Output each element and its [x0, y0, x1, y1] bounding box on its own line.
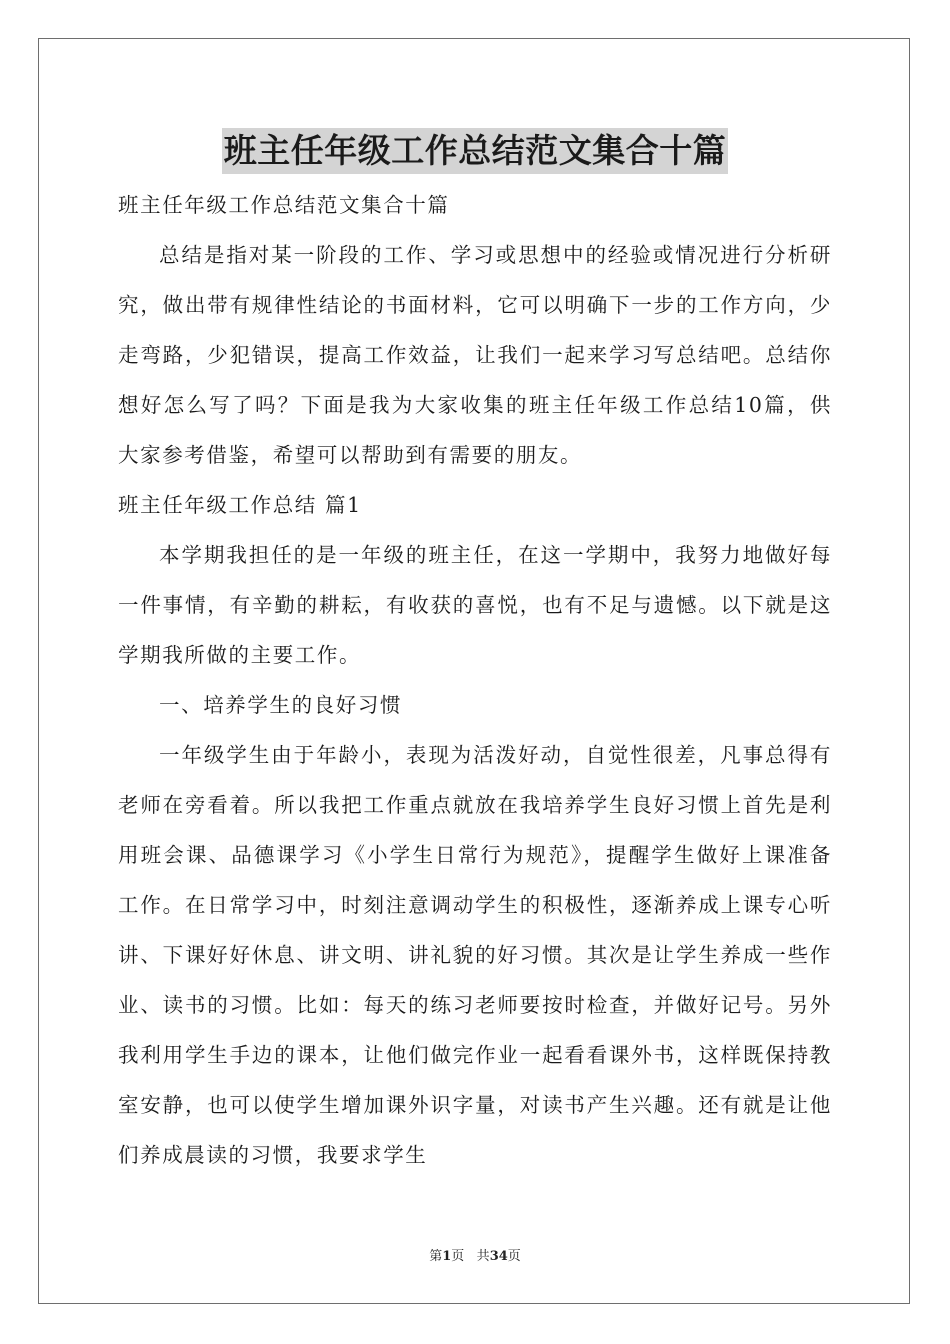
- footer-total-unit: 页: [507, 1249, 521, 1264]
- footer-page-number: 1: [442, 1249, 452, 1264]
- document-title-text: 班主任年级工作总结范文集合十篇: [222, 128, 729, 174]
- section-heading: 班主任年级工作总结 篇1: [118, 493, 362, 517]
- footer-total-prefix: 共: [476, 1249, 490, 1264]
- document-body: [118, 128, 832, 1180]
- subtitle-paragraph: 班主任年级工作总结范文集合十篇: [118, 193, 450, 217]
- document-title: [118, 128, 832, 174]
- body-paragraph: 本学期我担任的是一年级的班主任，在这一学期中，我努力地做好每一件事情，有辛勤的耕耘，有收获的喜悦，也有不足与遗憾。以下就是这学期我所做的主要工作。: [118, 543, 832, 667]
- body-paragraph: 一年级学生由于年龄小，表现为活泼好动，自觉性很差，凡事总得有老师在旁看着。所以我把工作重点就放在我培养学生良好习惯上首先是利用班会课、品德课学习《小学生日常行为规范》，提醒学生做好上课准备工作。在日常学习中，时刻注意调动学生的积极性，逐渐养成上课专心听讲、下课好好休息、讲文明、讲礼貌的好习惯。其次是让学生养成一些作业、读书的习惯。比如：每天的练习老师要按时检查，并做好记号。另外我利用学生手边的课本，让他们做完作业一起看看课外书，这样既保持教室安静，也可以使学生增加课外识字量，对读书产生兴趣。还有就是让他们养成晨读的习惯，我要求学生: [118, 743, 832, 1167]
- footer-page-prefix: 第: [429, 1249, 443, 1264]
- footer-page-unit: 页: [451, 1249, 465, 1264]
- intro-paragraph: 总结是指对某一阶段的工作、学习或思想中的经验或情况进行分析研究，做出带有规律性结论的书面材料，它可以明确下一步的工作方向，少走弯路，少犯错误，提高工作效益，让我们一起来学习写总结吧。总结你想好怎么写了吗？下面是我为大家收集的班主任年级工作总结10篇，供大家参考借鉴，希望可以帮助到有需要的朋友。: [118, 243, 832, 467]
- subsection-heading: 一、培养学生的良好习惯: [159, 693, 403, 717]
- page-footer: [0, 1245, 950, 1264]
- footer-total-pages: 34: [489, 1249, 508, 1264]
